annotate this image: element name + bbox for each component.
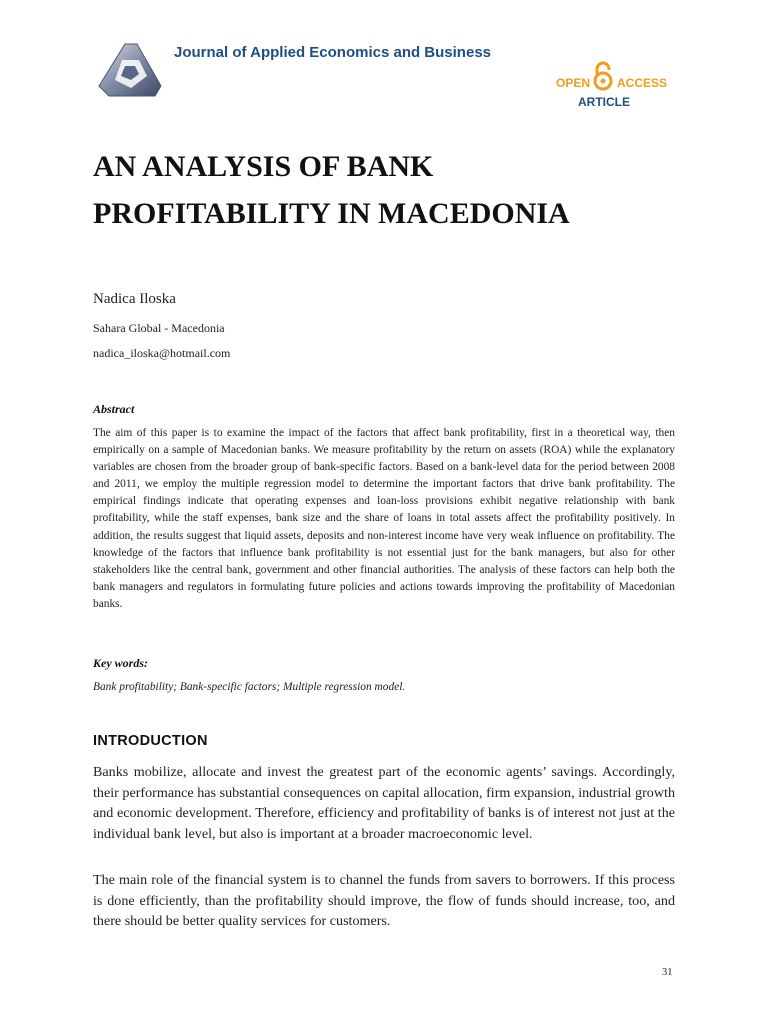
introduction-heading: INTRODUCTION [93, 733, 208, 749]
keywords-text: Bank profitability; Bank-specific factors; Multiple regression model. [93, 681, 406, 693]
page-number: 31 [662, 967, 673, 978]
introduction-paragraph-2: The main role of the financial system is to channel the funds from savers to borrowers. If this process is done efficiently, than the profitability should improve, the flow of funds should increase, too, and there should be better quality services for customers. [93, 872, 675, 929]
open-access-access-label: ACCESS [617, 76, 668, 90]
author-affiliation: Sahara Global - Macedonia [93, 321, 225, 335]
author-email: nadica_iloska@hotmail.com [93, 346, 231, 360]
introduction-paragraph-1: Banks mobilize, allocate and invest the greatest part of the economic agents’ savings. Accordingly, their performance has substantial consequences on capital allocation, firm expansion, industrial growth and economic development. Therefore, efficiency and profitability of banks is of interest not just at the individual bank level, but also is important at a broader macroeconomic level. [93, 764, 675, 842]
journal-logo-icon [95, 40, 165, 100]
open-access-article-label: ARTICLE [578, 95, 630, 109]
abstract-text: The aim of this paper is to examine the impact of the factors that affect bank profitability, first in a theoretical way, then empirically on a sample of Macedonian banks. We measure profitability by the return on assets (ROA) while the explanatory variables are chosen from the broader group of bank-specific factors. Based on a bank-level data for the period between 2008 and 2011, we employ the multiple regression model to determine the important factors that drive bank profitability. The empirical findings indicate that operating expenses and loan-loss provisions exhibit negative relationship with bank profitability, while the staff expenses, bank size and the share of loans in total assets affect the profitability positively. In addition, the results suggest that liquid assets, deposits and non-interest income have very weak influence on profitability. The knowledge of the factors that influence bank profitability is not essential just for the bank managers, but also for other stakeholders like the central bank, government and other financial authorities. The analysis of these factors can help both the bank managers and regulators in formulating future policies and actions towards improving the profitability of Macedonian banks. [93, 427, 675, 610]
paper-title-line-1: AN ANALYSIS OF BANK [93, 150, 434, 183]
open-access-open-label: OPEN [556, 76, 591, 90]
keywords-heading: Key words: [93, 656, 148, 670]
open-lock-icon [591, 61, 615, 91]
abstract-heading: Abstract [93, 402, 135, 416]
journal-name: Journal of Applied Economics and Business [174, 44, 491, 61]
paper-title-line-2: PROFITABILITY IN MACEDONIA [93, 197, 570, 230]
author-name: Nadica Iloska [93, 291, 176, 307]
paper-title [93, 143, 693, 237]
